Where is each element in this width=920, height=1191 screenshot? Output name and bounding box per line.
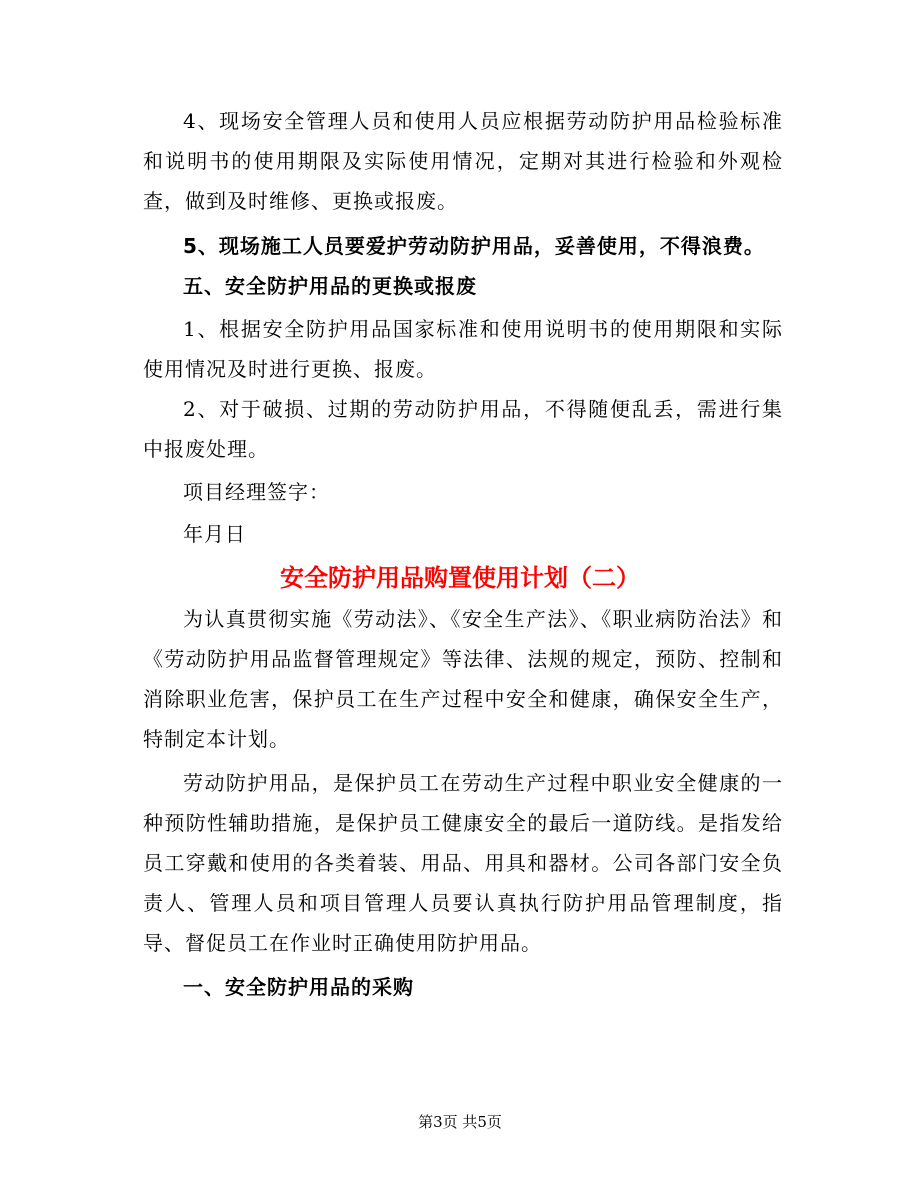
section-heading-replacement: 五、安全防护用品的更换或报废: [183, 274, 477, 298]
date-line: 年月日: [183, 522, 246, 546]
paragraph-care-rule: 5、现场施工人员要爱护劳动防护用品，妥善使用，不得浪费。: [183, 234, 765, 258]
signature-label: 项目经理签字：: [183, 480, 330, 504]
paragraph-replacement-rule-2: 2、对于破损、过期的劳动防护用品，不得随便乱丢，需进行集中报废处理。: [143, 397, 783, 461]
paragraph-definition: 劳动防护用品，是保护员工在劳动生产过程中职业安全健康的一种预防性辅助措施，是保护员工健康安全的最后一道防线。是指发给员工穿戴和使用的各类着装、用品、用具和器材。公司各部门安全负责人、管理人员和项目管理人员要认真执行防护用品管理制度，指导、督促员工在作业时正确使用防护用品。: [143, 771, 783, 955]
document-title: 安全防护用品购置使用计划（二）: [280, 564, 640, 592]
paragraph-inspection-rule: 4、现场安全管理人员和使用人员应根据劳动防护用品检验标准和说明书的使用期限及实际使用情况，定期对其进行检验和外观检查，做到及时维修、更换或报废。: [143, 109, 783, 213]
paragraph-intro: 为认真贯彻实施《劳动法》、《安全生产法》、《职业病防治法》和《劳动防护用品监督管理规定》等法律、法规的规定，预防、控制和消除职业危害，保护员工在生产过程中安全和健康，确保安全生产，特制定本计划。: [143, 607, 783, 751]
paragraph-replacement-rule-1: 1、根据安全防护用品国家标准和使用说明书的使用期限和实际使用情况及时进行更换、报废。: [143, 317, 783, 381]
section-heading-procurement: 一、安全防护用品的采购: [183, 975, 414, 999]
page-number-footer: 第3页 共5页: [418, 1113, 502, 1131]
